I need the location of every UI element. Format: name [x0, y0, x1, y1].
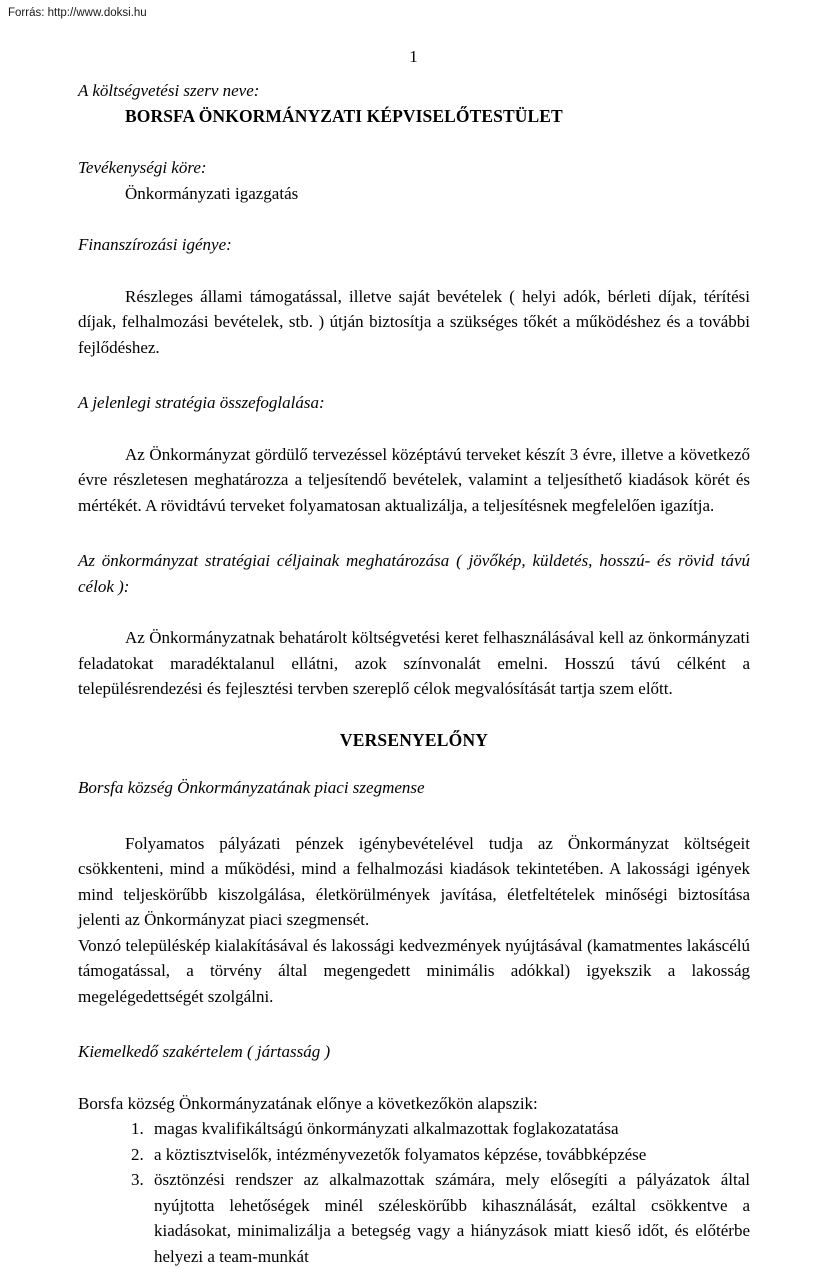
spacer: [78, 1065, 750, 1091]
financing-need-label: Finanszírozási igénye:: [78, 235, 232, 254]
spacer: [78, 753, 750, 775]
strategic-goals-paragraph: Az Önkormányzatnak behatárolt költségvetési keret felhasználásával kell az önkormányzati feladatokat maradéktalanul ellátni, azok színvonalát emelni. Hosszú távú célként a településrendezési és fejlesztési tervben szereplő célok megvalósítását tartja szem előtt.: [78, 628, 750, 698]
spacer: [78, 599, 750, 625]
current-strategy-label: A jelenlegi stratégia összefoglalása:: [78, 393, 325, 412]
spacer: [78, 801, 750, 831]
activity-scope-value: Önkormányzati igazgatás: [125, 183, 299, 203]
current-strategy-paragraph: Az Önkormányzat gördülő tervezéssel középtávú terveket készít 3 évre, illetve a következő évre részletesen meghatározza a teljesítendő bevételek, valamint a teljesíthető kiadások körét és mértékét. A rövidtávú terveket folyamatosan aktualizálja, a teljesítésnek megfelelően igazítja.: [78, 444, 750, 515]
spacer: [78, 206, 750, 232]
market-segment-paragraph-1: Folyamatos pályázati pénzek igénybevételével tudja az Önkormányzat költségeit csökkenteni, mind a működési, mind a felhalmozási kiadások tekintetében. A lakossági igények mind teljeskörűbb kiszolgálása, életkörülmények javítása, életfeltételek minőségi biztosítása jelenti az Önkormányzat piaci szegmensét.: [78, 833, 750, 929]
activity-scope-label: Tevékenységi köre:: [78, 158, 207, 177]
expertise-label: Kiemelkedő szakértelem ( jártasság ): [78, 1042, 331, 1061]
spacer: [78, 1009, 750, 1039]
source-url-text: Forrás: http://www.doksi.hu: [8, 7, 147, 19]
page-number: 1: [409, 47, 418, 66]
document-body: [78, 78, 750, 1269]
spacer: [78, 416, 750, 442]
expertise-intro: Borsfa község Önkormányzatának előnye a következőkön alapszik:: [78, 1093, 538, 1113]
market-segment-label: Borsfa község Önkormányzatának piaci szegmense: [78, 778, 425, 797]
expertise-list: [78, 1116, 750, 1269]
list-item: 1. magas kvalifikáltságú önkormányzati alkalmazottak foglakozatatása: [148, 1116, 750, 1142]
list-item: 2. a köztisztviselők, intézményvezetők folyamatos képzése, továbbképzése: [148, 1142, 750, 1168]
organ-name-label: A költségvetési szerv neve:: [78, 81, 260, 100]
strategic-goals-label: Az önkormányzat stratégiai céljainak meghatározása ( jövőkép, küldetés, hosszú- és rövid távú célok ):: [78, 551, 750, 596]
spacer: [78, 360, 750, 390]
list-item: 3. ösztönzési rendszer az alkalmazottak számára, mely elősegíti a pályázatok által nyújtotta lehetőségek minél széleskörűbb kihasználását, ezáltal csökkentve a kiadásokat, minimalizálja a betegség vagy a hiányzások miatt kieső időt, és előtérbe helyezi a team-munkát: [148, 1167, 750, 1269]
organ-name-value: BORSFA ÖNKORMÁNYZATI KÉPVISELŐTESTÜLET: [125, 105, 563, 126]
spacer: [78, 258, 750, 284]
spacer: [78, 129, 750, 155]
financing-need-paragraph: Részleges állami támogatással, illetve saját bevételek ( helyi adók, bérleti díjak, térítési díjak, felhalmozási bevételek, stb. ) útján biztosítja a szükséges tőkét a működéshez és a további fejlődéshez.: [78, 286, 750, 357]
competitive-advantage-heading: VERSENYELŐNY: [339, 729, 489, 750]
market-segment-paragraph-2: Vonzó településkép kialakításával és lakossági kedvezmények nyújtásával (kamatmentes lakáscélú támogatással, a törvény által megengedett minimális adókkal) igyekszik a lakosság megelégedettségét szolgálni.: [78, 935, 750, 1006]
spacer: [78, 702, 750, 728]
spacer: [78, 518, 750, 548]
